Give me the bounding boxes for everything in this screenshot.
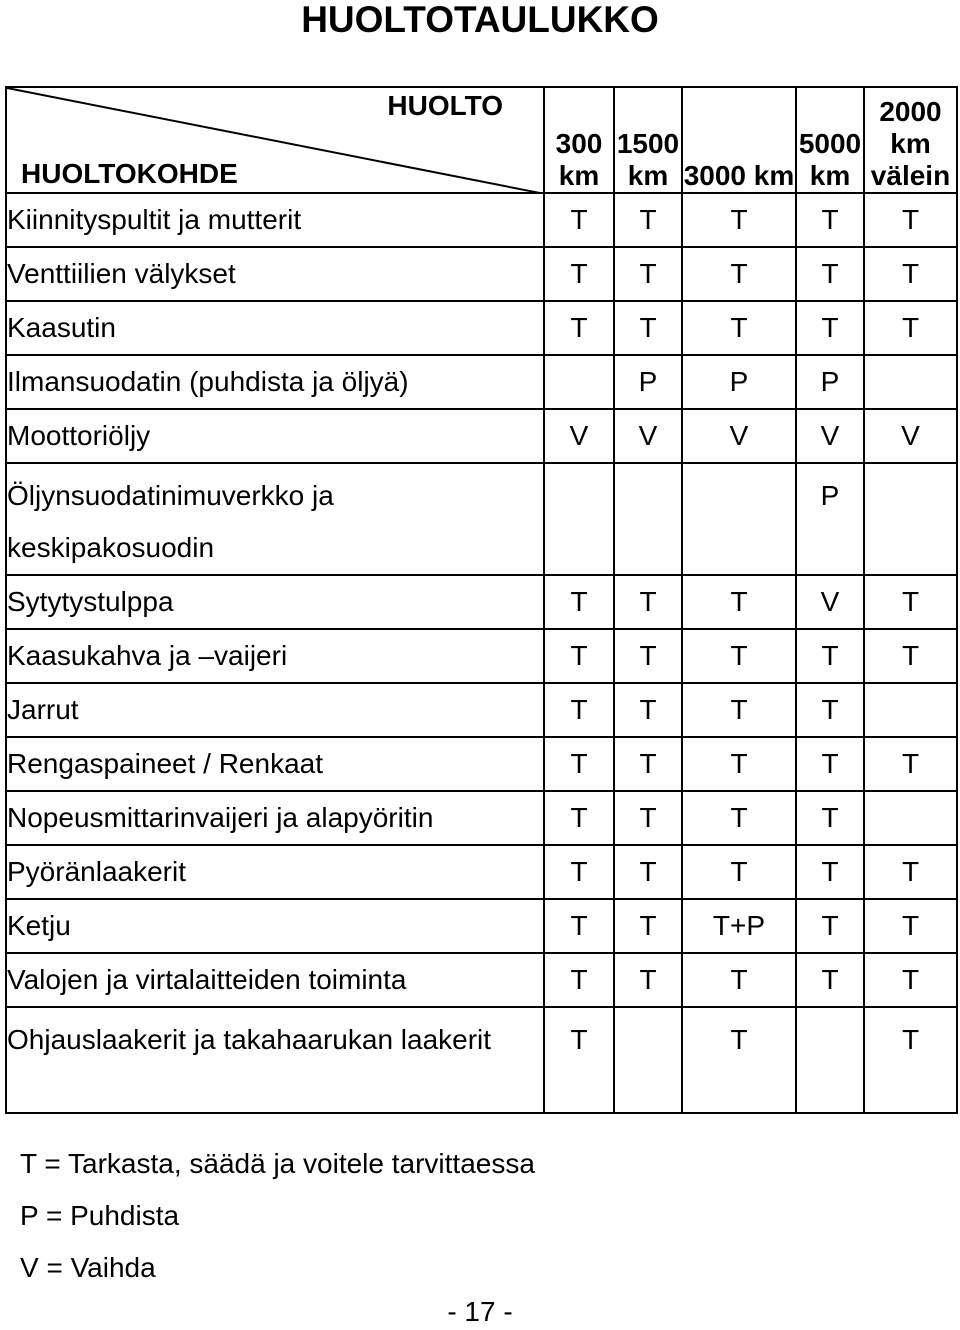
- row-item-label: Kaasukahva ja –vaijeri: [6, 629, 544, 683]
- row-item-label: Valojen ja virtalaitteiden toiminta: [6, 953, 544, 1007]
- table-cell: T: [864, 845, 957, 899]
- table-cell: T: [544, 575, 614, 629]
- row-item-label: Kaasutin: [6, 301, 544, 355]
- table-cell: T: [864, 899, 957, 953]
- table-cell: [864, 463, 957, 575]
- table-cell: T: [682, 953, 796, 1007]
- table-cell: T: [544, 683, 614, 737]
- table-cell: T: [544, 791, 614, 845]
- table-cell: P: [796, 463, 864, 575]
- column-header: 2000 km välein: [864, 87, 957, 193]
- table-cell: T: [682, 575, 796, 629]
- table-cell: T: [544, 845, 614, 899]
- table-cell: T: [682, 683, 796, 737]
- row-item-label: Venttiilien välykset: [6, 247, 544, 301]
- table-row: [6, 301, 957, 355]
- table-row: [6, 629, 957, 683]
- table-cell: T: [864, 953, 957, 1007]
- column-header: 5000 km: [796, 87, 864, 193]
- table-cell: [614, 463, 682, 575]
- table-cell: [544, 463, 614, 575]
- legend-item: V = Vaihda: [20, 1252, 156, 1283]
- column-header: 1500 km: [614, 87, 682, 193]
- table-cell: [614, 1007, 682, 1113]
- table-row: [6, 791, 957, 845]
- corner-label-huolto: HUOLTO: [387, 90, 503, 121]
- corner-label-huoltokohde: HUOLTOKOHDE: [21, 158, 238, 189]
- legend-item: T = Tarkasta, säädä ja voitele tarvittaessa: [20, 1148, 535, 1179]
- table-cell: T+P: [682, 899, 796, 953]
- table-cell: T: [796, 683, 864, 737]
- table-cell: T: [796, 899, 864, 953]
- column-header: 3000 km: [682, 87, 796, 193]
- table-cell: T: [864, 301, 957, 355]
- table-cell: T: [682, 845, 796, 899]
- row-item-label: Ilmansuodatin (puhdista ja öljyä): [6, 355, 544, 409]
- table-cell: T: [614, 737, 682, 791]
- table-corner-cell: [6, 87, 544, 193]
- table-row: [6, 953, 957, 1007]
- table-cell: T: [614, 899, 682, 953]
- table-row: [6, 683, 957, 737]
- table-cell: V: [682, 409, 796, 463]
- table-cell: [864, 355, 957, 409]
- table-cell: [682, 463, 796, 575]
- row-item-label: Ohjauslaakerit ja takahaarukan laakerit: [6, 1007, 544, 1113]
- table-cell: T: [796, 737, 864, 791]
- table-cell: T: [614, 247, 682, 301]
- table-cell: T: [544, 301, 614, 355]
- table-cell: T: [614, 301, 682, 355]
- table-cell: T: [682, 791, 796, 845]
- table-cell: [544, 355, 614, 409]
- table-cell: T: [682, 193, 796, 247]
- table-cell: T: [544, 247, 614, 301]
- column-header: 300 km: [544, 87, 614, 193]
- table-cell: T: [864, 247, 957, 301]
- legend-item: P = Puhdista: [20, 1200, 180, 1231]
- table-cell: T: [796, 629, 864, 683]
- table-row: [6, 575, 957, 629]
- table-cell: T: [864, 629, 957, 683]
- legend: [20, 1138, 535, 1294]
- table-row: [6, 737, 957, 791]
- table-cell: P: [682, 355, 796, 409]
- table-row: [6, 193, 957, 247]
- table-row: [6, 247, 957, 301]
- table-row: [6, 463, 957, 575]
- table-cell: T: [544, 899, 614, 953]
- table-cell: T: [682, 737, 796, 791]
- table-cell: T: [544, 953, 614, 1007]
- table-cell: T: [614, 193, 682, 247]
- maintenance-table: [5, 86, 958, 1114]
- table-row: [6, 355, 957, 409]
- table-cell: [796, 1007, 864, 1113]
- table-row: [6, 409, 957, 463]
- row-item-label: Öljynsuodatinimuverkko ja keskipakosuodin: [6, 463, 544, 575]
- table-cell: T: [796, 193, 864, 247]
- table-cell: T: [614, 629, 682, 683]
- table-cell: T: [796, 953, 864, 1007]
- row-item-label: Ketju: [6, 899, 544, 953]
- row-item-label: Rengaspaineet / Renkaat: [6, 737, 544, 791]
- table-cell: T: [864, 575, 957, 629]
- table-cell: T: [864, 193, 957, 247]
- table-cell: P: [796, 355, 864, 409]
- table-cell: [864, 683, 957, 737]
- table-cell: T: [796, 791, 864, 845]
- table-cell: T: [796, 247, 864, 301]
- table-cell: T: [796, 845, 864, 899]
- table-cell: T: [614, 791, 682, 845]
- table-cell: T: [682, 301, 796, 355]
- table-cell: T: [682, 629, 796, 683]
- table-row: [6, 845, 957, 899]
- table-cell: P: [614, 355, 682, 409]
- table-cell: V: [796, 575, 864, 629]
- table-cell: T: [682, 1007, 796, 1113]
- table-cell: T: [864, 1007, 957, 1113]
- row-item-label: Sytytystulppa: [6, 575, 544, 629]
- page-title: HUOLTOTAULUKKO: [301, 0, 659, 40]
- table-cell: V: [864, 409, 957, 463]
- table-cell: T: [614, 953, 682, 1007]
- table-cell: [864, 791, 957, 845]
- row-item-label: Nopeusmittarinvaijeri ja alapyöritin: [6, 791, 544, 845]
- table-cell: T: [544, 1007, 614, 1113]
- table-cell: T: [614, 845, 682, 899]
- table-cell: V: [544, 409, 614, 463]
- table-cell: T: [544, 629, 614, 683]
- table-row: [6, 899, 957, 953]
- table-cell: V: [796, 409, 864, 463]
- page-number: - 17 -: [447, 1296, 513, 1327]
- row-item-label: Kiinnityspultit ja mutterit: [6, 193, 544, 247]
- table-cell: T: [614, 683, 682, 737]
- row-item-label: Pyöränlaakerit: [6, 845, 544, 899]
- table-cell: V: [614, 409, 682, 463]
- table-cell: T: [864, 737, 957, 791]
- table-cell: T: [544, 737, 614, 791]
- table-cell: T: [544, 193, 614, 247]
- table-cell: T: [614, 575, 682, 629]
- row-item-label: Moottoriöljy: [6, 409, 544, 463]
- table-row: [6, 1007, 957, 1113]
- table-cell: T: [682, 247, 796, 301]
- table-cell: T: [796, 301, 864, 355]
- row-item-label: Jarrut: [6, 683, 544, 737]
